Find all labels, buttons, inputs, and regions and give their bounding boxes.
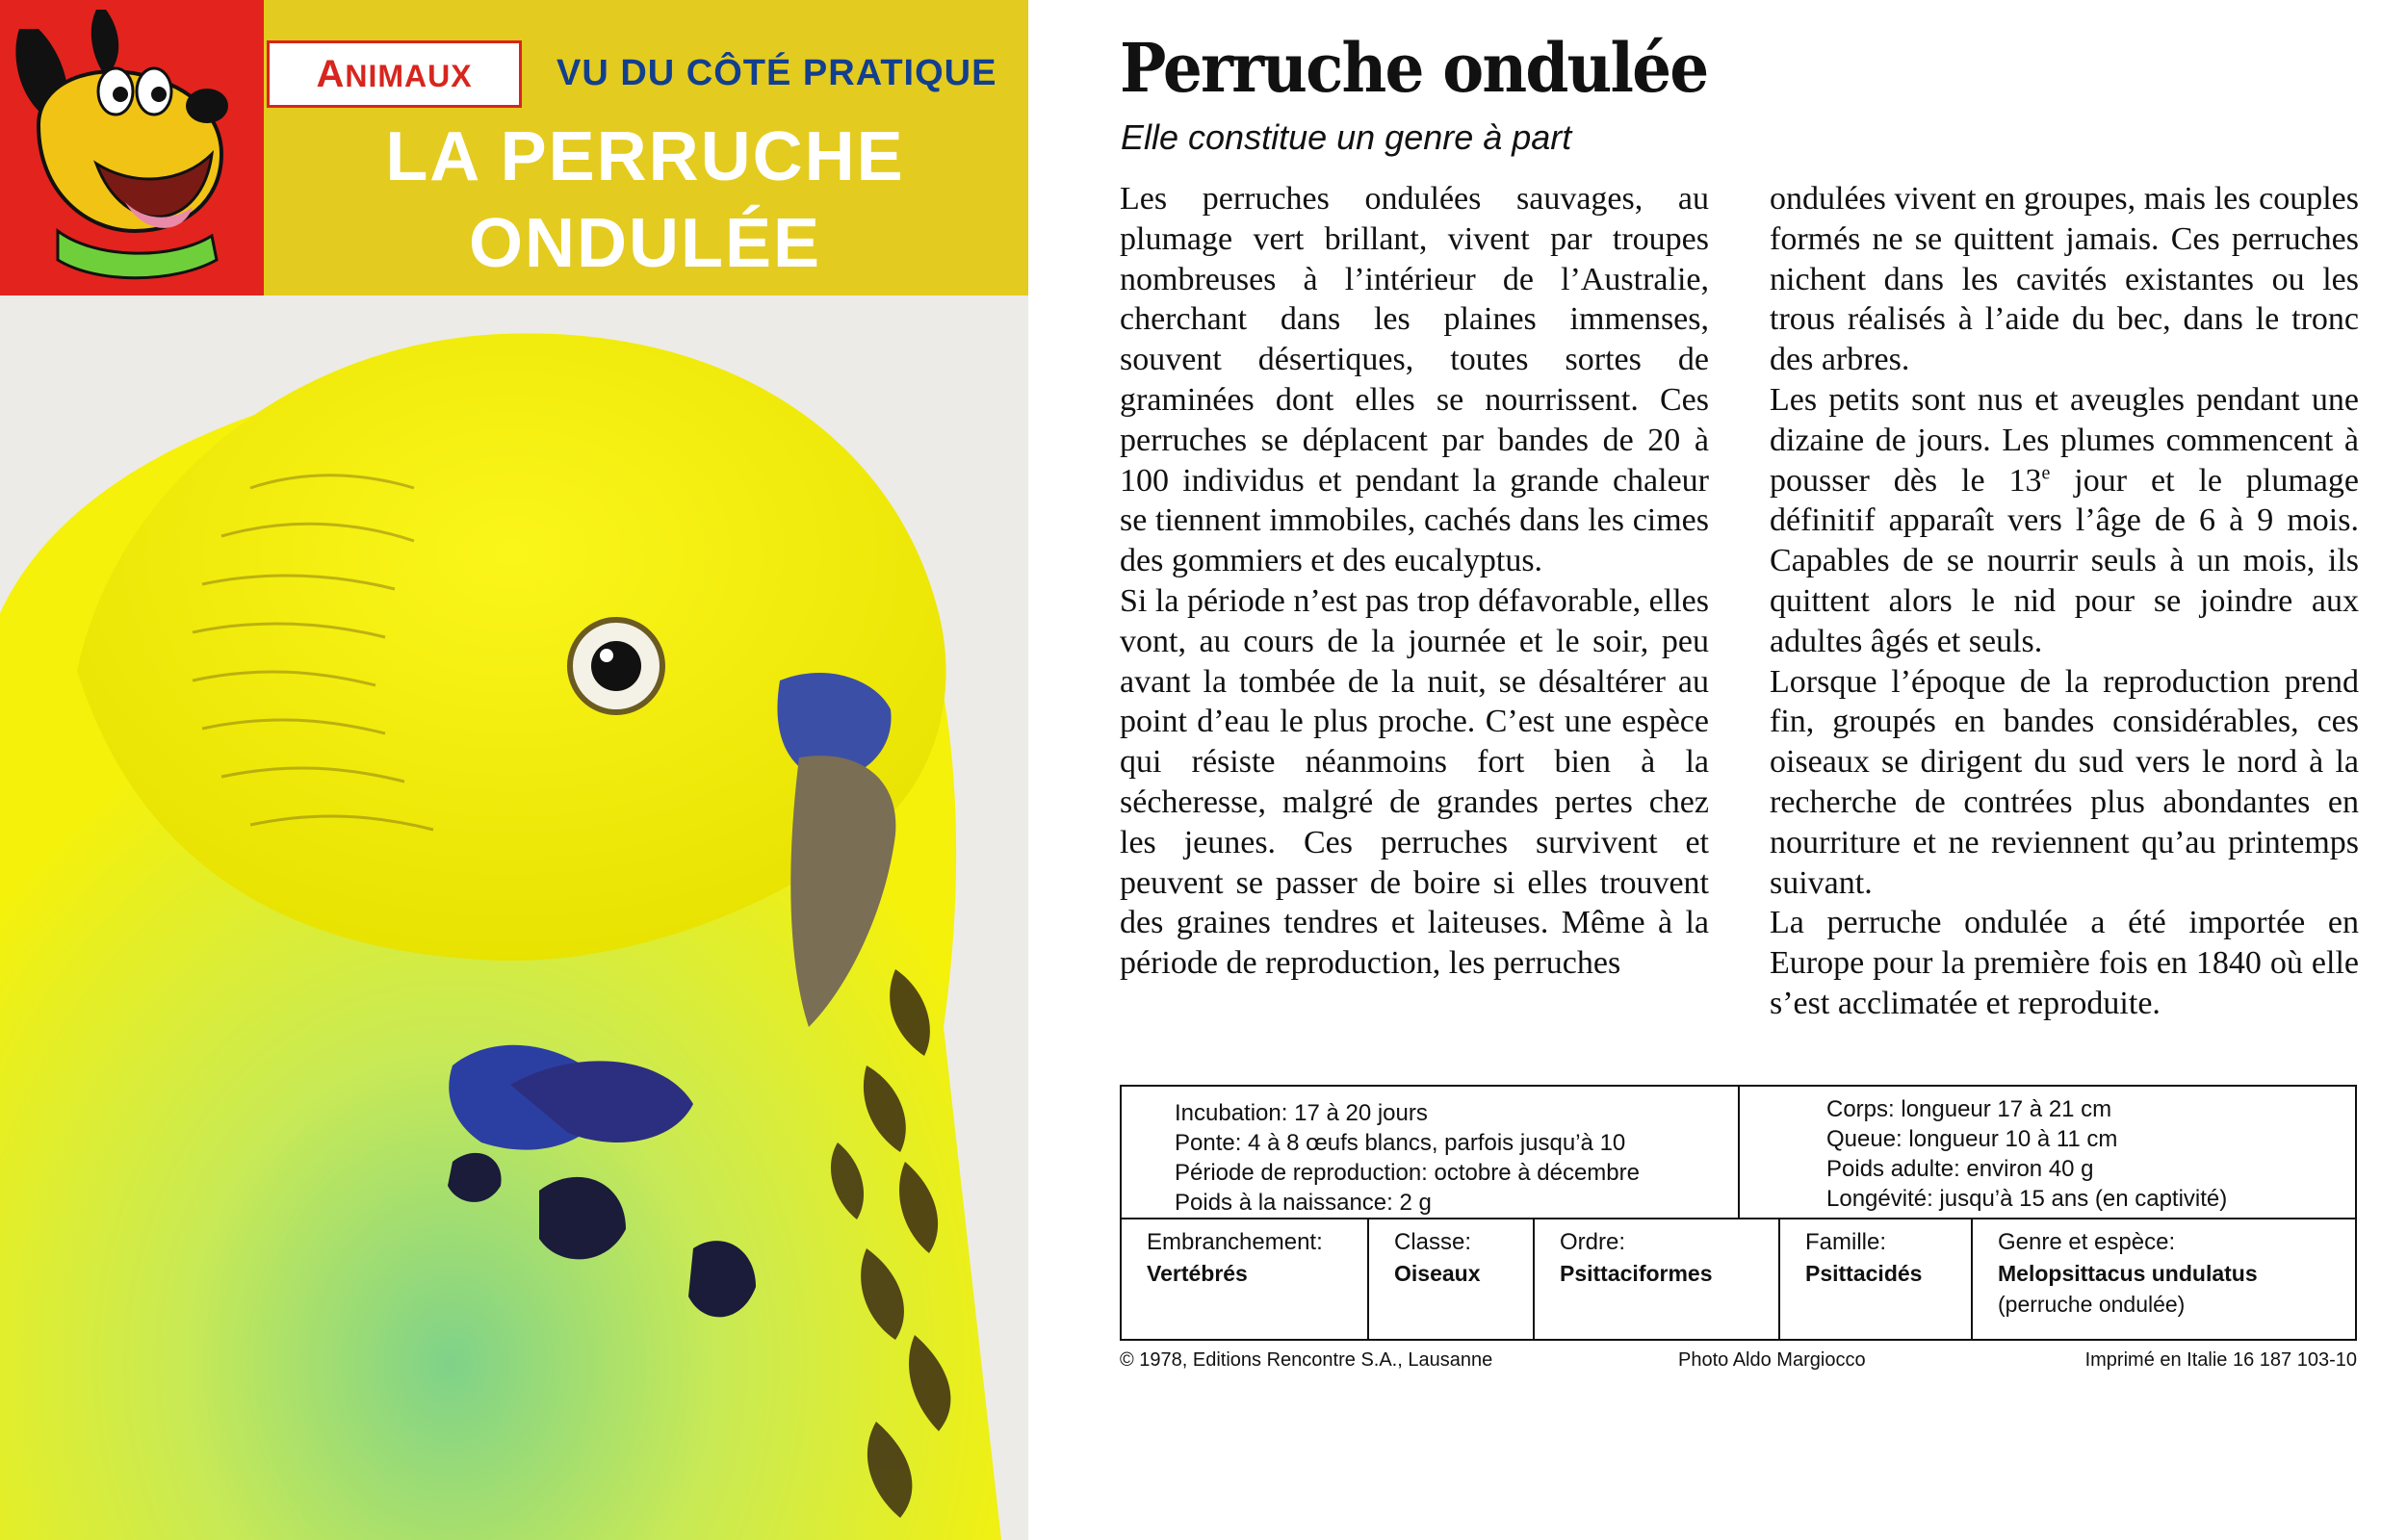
taxonomy-value: Melopsittacus undulatus <box>1998 1261 2258 1286</box>
page-title: Perruche ondulée <box>1120 28 1708 108</box>
paragraph: Lorsque l’époque de la reproduction prend fin, groupés en bandes considérables, ces oiseaux se dirigent du sud vers le nord à la recherche de contrées plus abondantes en nourriture et ne reviennent qu’au printemps suivant. <box>1770 663 2359 901</box>
series-tag: VU DU CÔTÉ PRATIQUE <box>556 53 997 93</box>
banner-title-line1: LA PERRUCHE <box>385 118 905 195</box>
right-card <box>1028 0 2407 1540</box>
banner-title <box>289 114 1001 287</box>
fact-line: Corps: longueur 17 à 21 cm <box>1826 1096 2112 1122</box>
taxonomy-value: Vertébrés <box>1147 1261 1248 1286</box>
fact-line: Incubation: 17 à 20 jours <box>1175 1100 1428 1126</box>
facts-divider <box>1738 1087 1740 1218</box>
taxonomy-label: Famille: <box>1805 1229 1887 1255</box>
taxonomy-value: Oiseaux <box>1394 1261 1481 1286</box>
ordinal-superscript: e <box>2041 462 2051 484</box>
banner-title-line2: ONDULÉE <box>468 205 822 282</box>
budgerigar-photo <box>0 295 1028 1540</box>
fact-line: Poids à la naissance: 2 g <box>1175 1190 1432 1216</box>
taxonomy-label: Ordre: <box>1560 1229 1626 1255</box>
category-tag-rest: NIMAUX <box>345 59 473 93</box>
taxonomy-cell <box>1367 1218 1533 1341</box>
fact-line: Période de reproduction: octobre à décembre <box>1175 1160 1640 1186</box>
taxonomy-label: Embranchement: <box>1147 1229 1323 1255</box>
fact-line: Longévité: jusqu’à 15 ans (en captivité) <box>1826 1186 2228 1212</box>
taxonomy-cell <box>1122 1218 1367 1341</box>
print-info: Imprimé en Italie 16 187 103-10 <box>2084 1349 2357 1371</box>
taxonomy-label: Genre et espèce: <box>1998 1229 2176 1255</box>
fact-line: Queue: longueur 10 à 11 cm <box>1826 1126 2118 1152</box>
left-card <box>0 0 1028 1540</box>
category-tag-initial: A <box>316 53 346 95</box>
taxonomy-note: (perruche ondulée) <box>1998 1292 2186 1317</box>
paragraph <box>1770 380 2359 662</box>
paragraph: Si la période n’est pas trop défavorable, elles vont, au cours de la journée et le soir, peu avant la tombée de la nuit, se désaltérer au point d’eau le plus proche. C’est une espèce qui résiste néanmoins fort bien à la sécheresse, malgré de grandes pertes chez les jeunes. Ces perruches survivent et peuvent se passer de boire si elles trouvent des graines tendres et laiteuses. Même à la période de reproduction, les perruches <box>1120 582 1709 982</box>
pluto-mascot <box>0 0 264 295</box>
paragraph: ondulées vivent en groupes, mais les couples formés ne se quittent jamais. Ces perruches nichent dans les cavités existantes ou les trous réalisés à l’aide du bec, dans le tronc des arbres. <box>1770 181 2359 378</box>
facts-measurements <box>1826 1094 2227 1214</box>
taxonomy-label: Classe: <box>1394 1229 1472 1255</box>
paragraph-part: Les petits sont nus et aveugles pendant une dizaine de jours. Les plumes commencent à pousser dès le 13 <box>1770 381 2359 499</box>
paragraph-part: jour et le plumage définitif apparaît vers l’âge de 6 à 9 mois. Capables de se nourrir seuls à un mois, ils quittent alors le nid pour se joindre aux adultes âgés et seuls. <box>1770 462 2359 659</box>
taxonomy-value: Psittacidés <box>1805 1261 1923 1286</box>
fact-line: Ponte: 4 à 8 œufs blancs, parfois jusqu’à 10 <box>1175 1130 1626 1156</box>
taxonomy-value: Psittaciformes <box>1560 1261 1713 1286</box>
taxonomy-cell <box>1971 1218 2355 1341</box>
footer <box>1120 1346 2357 1374</box>
taxonomy-cell <box>1778 1218 1971 1341</box>
taxonomy-cell <box>1533 1218 1778 1341</box>
photo-credit: Photo Aldo Margiocco <box>1678 1349 1866 1371</box>
card-banner <box>0 0 1028 295</box>
facts-reproduction <box>1175 1098 1640 1218</box>
fact-line: Poids adulte: environ 40 g <box>1826 1156 2094 1182</box>
paragraph: La perruche ondulée a été importée en Europe pour la première fois en 1840 où elle s’est acclimatée et reproduite. <box>1770 905 2359 1021</box>
paragraph: Les perruches ondulées sauvages, au plumage vert brillant, vivent par troupes nombreuses à l’intérieur de l’Australie, cherchant dans les plaines immenses, souvent désertiques, toutes sortes de graminées dont elles se nourrissent. Ces perruches se déplacent par bandes de 20 à 100 individus et pendant la grande chaleur se tiennent immobiles, cachés dans les cimes des gommiers et des eucalyptus. <box>1120 181 1709 579</box>
text-column-2 <box>1770 179 2359 1024</box>
facts-table <box>1120 1085 2357 1341</box>
page-subtitle: Elle constitue un genre à part <box>1121 117 1572 157</box>
category-tag <box>267 40 522 108</box>
copyright: © 1978, Editions Rencontre S.A., Lausanne <box>1120 1349 1493 1371</box>
text-column-1 <box>1120 179 1709 984</box>
